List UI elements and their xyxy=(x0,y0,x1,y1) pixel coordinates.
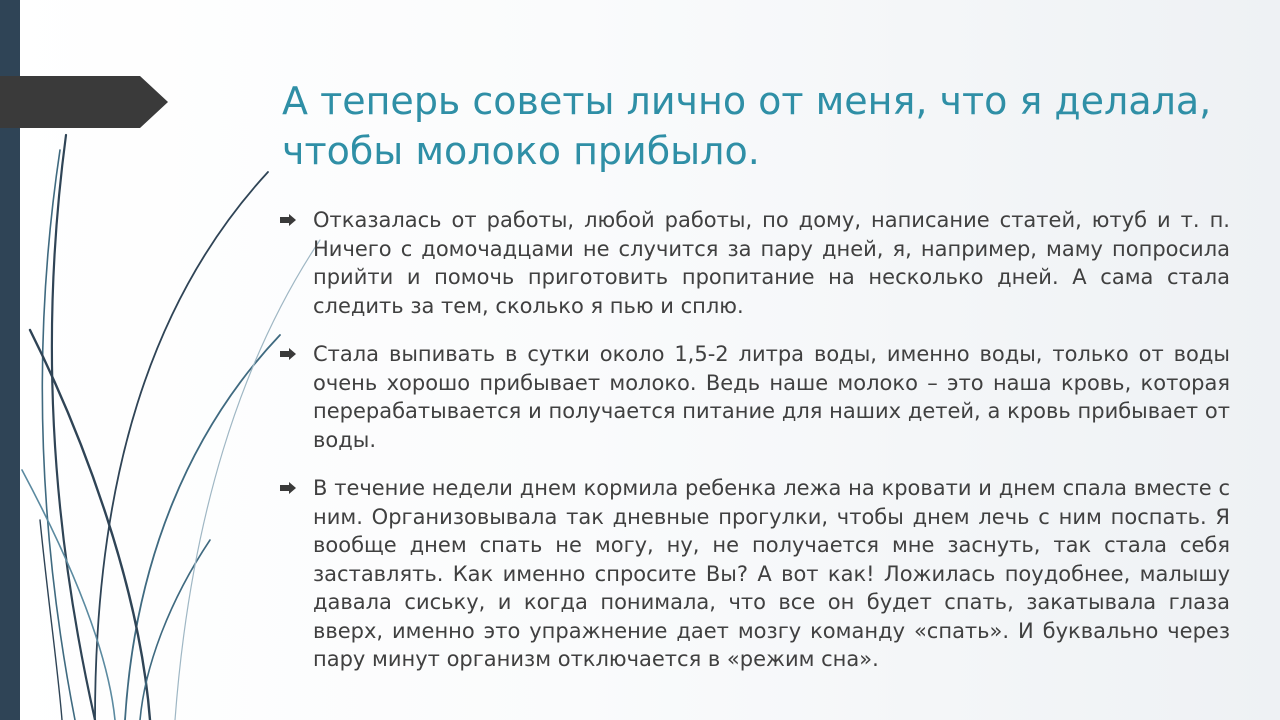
slide-title: А теперь советы лично от меня, что я делала, чтобы молоко прибыло. xyxy=(282,79,1212,173)
title-arrow-tab xyxy=(0,76,168,128)
bullet-item xyxy=(278,340,1230,454)
bullet-text: Отказалась от работы, любой работы, по дому, написание статей, ютуб и т. п. Ничего с домочадцами не случится за пару дней, я, например, маму попросила прийти и помочь приготовить пропитание на несколько дней. А сама стала следить за тем, сколько я пью и сплю. xyxy=(313,208,1230,318)
arrow-bullet-icon xyxy=(280,348,296,360)
bullet-list xyxy=(278,206,1230,694)
bullet-item xyxy=(278,206,1230,320)
bullet-item xyxy=(278,474,1230,674)
bullet-text: В течение недели днем кормила ребенка лежа на кровати и днем спала вместе с ним. Организовывала так дневные прогулки, чтобы днем лечь с ним поспать. Я вообще днем спать не могу, ну, не получается мне заснуть, так стала себя заставлять. Как именно спросите Вы? А вот как! Ложилась поудобнее, малышу давала сиську, и когда понимала, что все он будет спать, закатывала глаза вверх, именно это упражнение дает мозгу команду «спать». И буквально через пару минут организм отключается в «режим сна». xyxy=(313,476,1230,671)
bullet-text: Стала выпивать в сутки около 1,5-2 литра воды, именно воды, только от воды очень хорошо прибывает молоко. Ведь наше молоко – это наша кровь, которая перерабатывается и получается питание для наших детей, а кровь прибывает от воды. xyxy=(313,342,1230,452)
arrow-bullet-icon xyxy=(280,214,296,226)
arrow-bullet-icon xyxy=(280,482,296,494)
